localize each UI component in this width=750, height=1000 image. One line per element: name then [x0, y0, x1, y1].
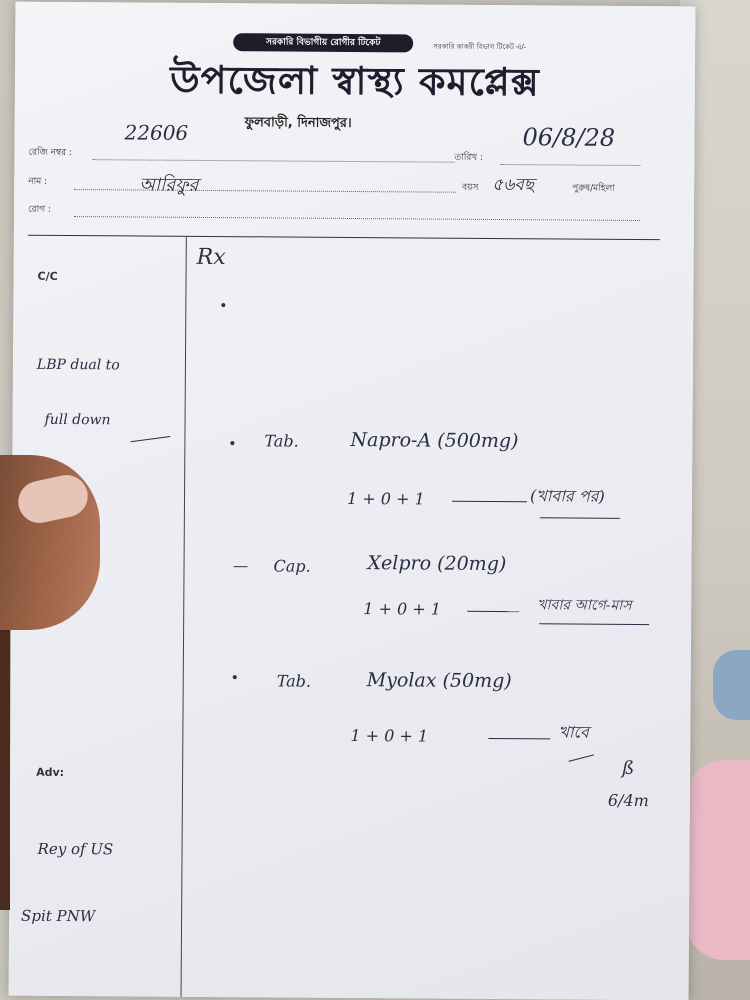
rx-item-3-drug: Myolax (50mg): [366, 669, 512, 693]
disease-line: [74, 216, 640, 221]
rx-item-1-dash: [452, 501, 527, 503]
bullet: [230, 441, 234, 445]
header-divider: [28, 235, 660, 240]
adv-label: Adv:: [36, 765, 65, 779]
advice-line-2: Spit PNW: [21, 906, 96, 926]
background-foot: [713, 650, 750, 720]
age-label: বয়স: [462, 182, 479, 193]
rx-item-3-instruction: খাবে: [558, 722, 589, 742]
background-cloth: [685, 760, 750, 960]
reg-line: [92, 159, 454, 163]
complaint-line-2: full down: [44, 411, 111, 429]
rx-item-3-dose: 1 + 0 + 1: [350, 725, 429, 746]
bullet: [221, 303, 225, 307]
rx-item-1-dose: 1 + 0 + 1: [346, 488, 425, 509]
rx-item-3-underline: [569, 754, 594, 762]
address: ফুলবাড়ী, দিনাজপুর।: [244, 115, 352, 131]
rx-item-3-dash: [488, 738, 550, 739]
rx-symbol: Rx: [196, 244, 226, 271]
disease-label: রোগ :: [27, 204, 52, 215]
bullet-dash: [234, 566, 248, 567]
rx-item-2-underline: [539, 623, 649, 625]
date-value: 06/8/28: [522, 123, 616, 152]
holding-hand-edge: [0, 610, 10, 910]
signature-mark: ß: [622, 757, 635, 779]
rx-item-2-dose: 1 + 0 + 1: [363, 599, 442, 619]
name-label: নাম :: [28, 176, 48, 187]
gender-label: পুরুষ/মহিলা: [572, 183, 615, 194]
date-label: তারিখ :: [454, 152, 484, 163]
column-divider: [181, 237, 187, 997]
rx-item-1-drug: Napro-A (500mg): [350, 428, 519, 453]
rx-item-2-form: Cap.: [273, 556, 311, 576]
cc-label: C/C: [37, 269, 58, 283]
page-title: উপজেলা স্বাস্থ্য কমপ্লেক্স: [169, 57, 540, 105]
rx-item-1-form: Tab.: [264, 431, 299, 451]
rx-item-2-drug: Xelpro (20mg): [367, 552, 507, 576]
rx-item-2-dash: [467, 611, 519, 612]
name-line: [74, 189, 456, 193]
name-value: আরিফুর: [139, 174, 199, 196]
complaint-underline: [131, 436, 171, 442]
reg-label: রেজি নম্বর :: [28, 147, 73, 159]
rx-item-2-instruction: খাবার আগে-মাস: [537, 597, 632, 614]
reg-value: 22606: [124, 120, 189, 145]
bullet: [233, 675, 237, 679]
prescription-paper: [9, 2, 696, 1000]
signature-date: 6/4m: [607, 790, 649, 811]
header-note: সরকারি কাকরী বিভাগ টিকেট এ/-: [433, 42, 527, 52]
rx-item-1-instruction: (খাবার পর): [529, 486, 605, 506]
rx-item-1-underline: [540, 517, 620, 519]
advice-line-1: Rey of US: [37, 839, 114, 859]
complaint-line-1: LBP dual to: [36, 356, 120, 374]
ticket-badge: সরকারি বিভাগীয় রোগীর টিকেট: [233, 33, 413, 52]
date-line: [500, 164, 640, 166]
rx-item-3-form: Tab.: [276, 671, 312, 691]
age-value: ৫৬বছ: [492, 174, 535, 196]
